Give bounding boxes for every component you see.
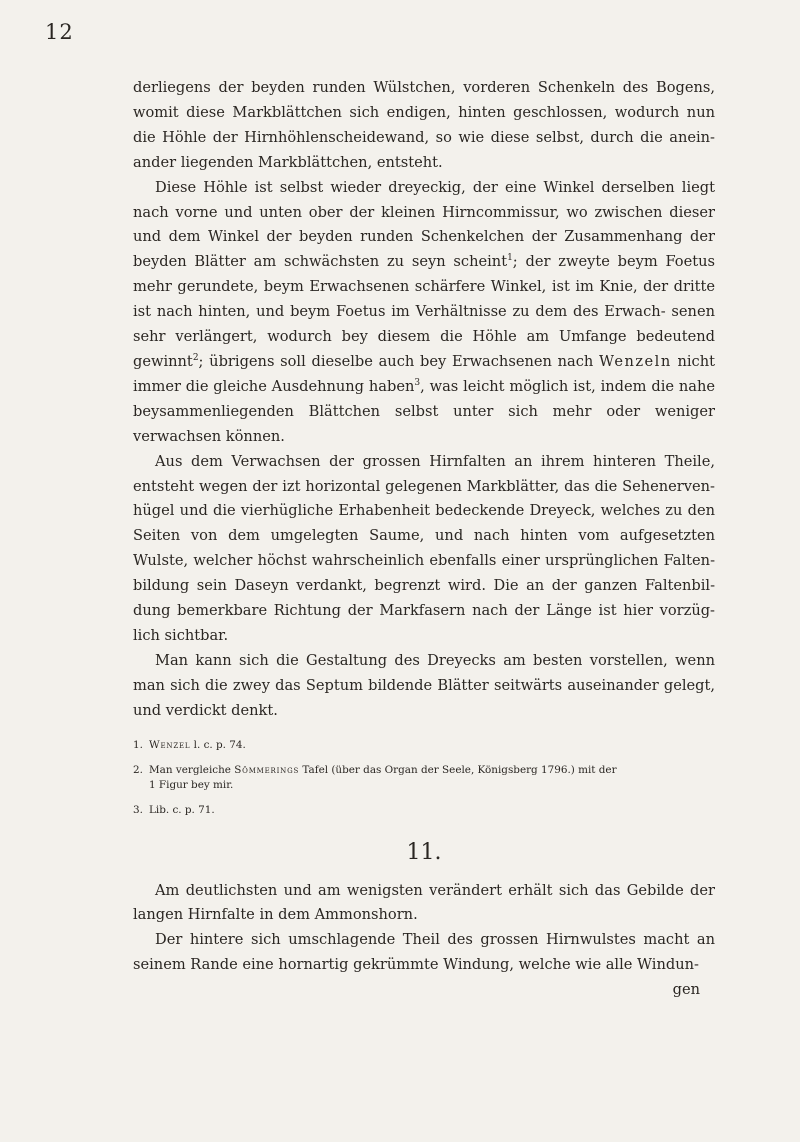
footnote-text: Tafel (über das Organ der Seele, Königsberg 1796.) mit der — [302, 763, 617, 776]
paragraph-2-text-d: nicht immer die gleiche Ausdehnung haben — [133, 352, 715, 395]
footnote-continuation: 1 Figur bey mir. — [149, 778, 234, 791]
page-body — [133, 76, 715, 1003]
author-name-wenzeln: Wenzeln — [599, 352, 672, 370]
footnote-3 — [133, 803, 715, 818]
footnote-ref-2: 2 — [192, 352, 199, 363]
footnote-author: Sömmerings — [234, 763, 300, 776]
paragraph-2-text-a: Diese Höhle ist selbst wieder dreyeckig, der eine Winkel derselben liegt nach vorne und unten ober der kleinen Hirncommissur, wo zwischen dieser und dem Winkel der beyden runden Schenkelchen der Zusammenhang der beyden Blätter am schwächsten zu seyn scheint — [133, 178, 715, 271]
catchword: gen — [672, 981, 700, 999]
paragraph-2-text-c: ; übrigens soll dieselbe auch bey Erwachsenen nach — [198, 352, 594, 370]
paragraph-2 — [133, 176, 715, 450]
paragraph-1: derliegens der beyden runden Wülstchen, vorderen Schenkeln des Bogens, womit diese Markblättchen sich endigen, hinten geschlossen, wodurch nun die Höhle der Hirnhöhlenscheidewand, so wie diese selbst, durch die anein- ander liegenden Markblättchen, entsteht. — [133, 79, 715, 171]
footnote-author: Wenzel — [149, 738, 191, 751]
paragraph-2-text-b: ; der zweyte beym Foetus mehr gerundete, beym Erwachsenen schärfere Winkel, ist im Knie, der dritte ist nach hinten, und beym Foetus im Verhältnisse zu dem des Erwach- senen sehr verlängert, wodurch bey diesem die Höhle am Umfange bedeutend gewinnt — [133, 253, 715, 370]
section-paragraph-2: Der hintere sich umschlagende Theil des grossen Hirnwulstes macht an seinem Rande eine hornartig gekrümmte Windung, welche wie alle Windun- — [133, 931, 715, 974]
page-number: 12 — [45, 20, 74, 44]
footnote-1 — [133, 738, 715, 753]
footnotes — [133, 738, 715, 818]
section-heading: 11. — [406, 839, 442, 865]
footnote-text: l. c. p. 74. — [193, 738, 246, 751]
footnote-number: 2. — [133, 763, 143, 776]
footnote-text: Lib. c. p. 71. — [149, 803, 215, 816]
section-paragraph-1: Am deutlichsten und am wenigsten verändert erhält sich das Gebilde der langen Hirnfalte in dem Ammonshorn. — [133, 881, 715, 924]
paragraph-2-text-e: , was leicht möglich ist, indem die nahe beysammenliegenden Blättchen selbst unter sich mehr oder weniger verwachsen können. — [133, 377, 715, 445]
paragraph-4: Man kann sich die Gestaltung des Dreyecks am besten vorstellen, wenn man sich die zwey das Septum bildende Blätter seitwärts auseinander gelegt, und verdickt denkt. — [133, 651, 715, 719]
footnote-text: Man vergleiche — [149, 763, 231, 776]
footnote-2 — [133, 763, 715, 793]
footnote-ref-3: 3 — [414, 377, 421, 388]
footnote-number: 3. — [133, 803, 143, 816]
footnote-ref-1: 1 — [507, 253, 513, 264]
paragraph-3: Aus dem Verwachsen der grossen Hirnfalten an ihrem hinteren Theile, entsteht wegen der izt horizontal gelegenen Markblätter, das die Sehenerven- hügel und die vierhügliche Erhabenheit bedeckende Dreyeck, welches zu den Seiten von dem umgelegten Saume, und nach hinten vom aufgesetzten Wulste, welcher höchst wahrscheinlich ebenfalls einer ursprünglichen Falten- bildung sein Daseyn verdankt, begrenzt wird. Die an der ganzen Faltenbil- dung bemerkbare Richtung der Markfasern nach der Länge ist hier vorzüg- lich sichtbar. — [133, 452, 715, 644]
footnote-number: 1. — [133, 738, 143, 751]
